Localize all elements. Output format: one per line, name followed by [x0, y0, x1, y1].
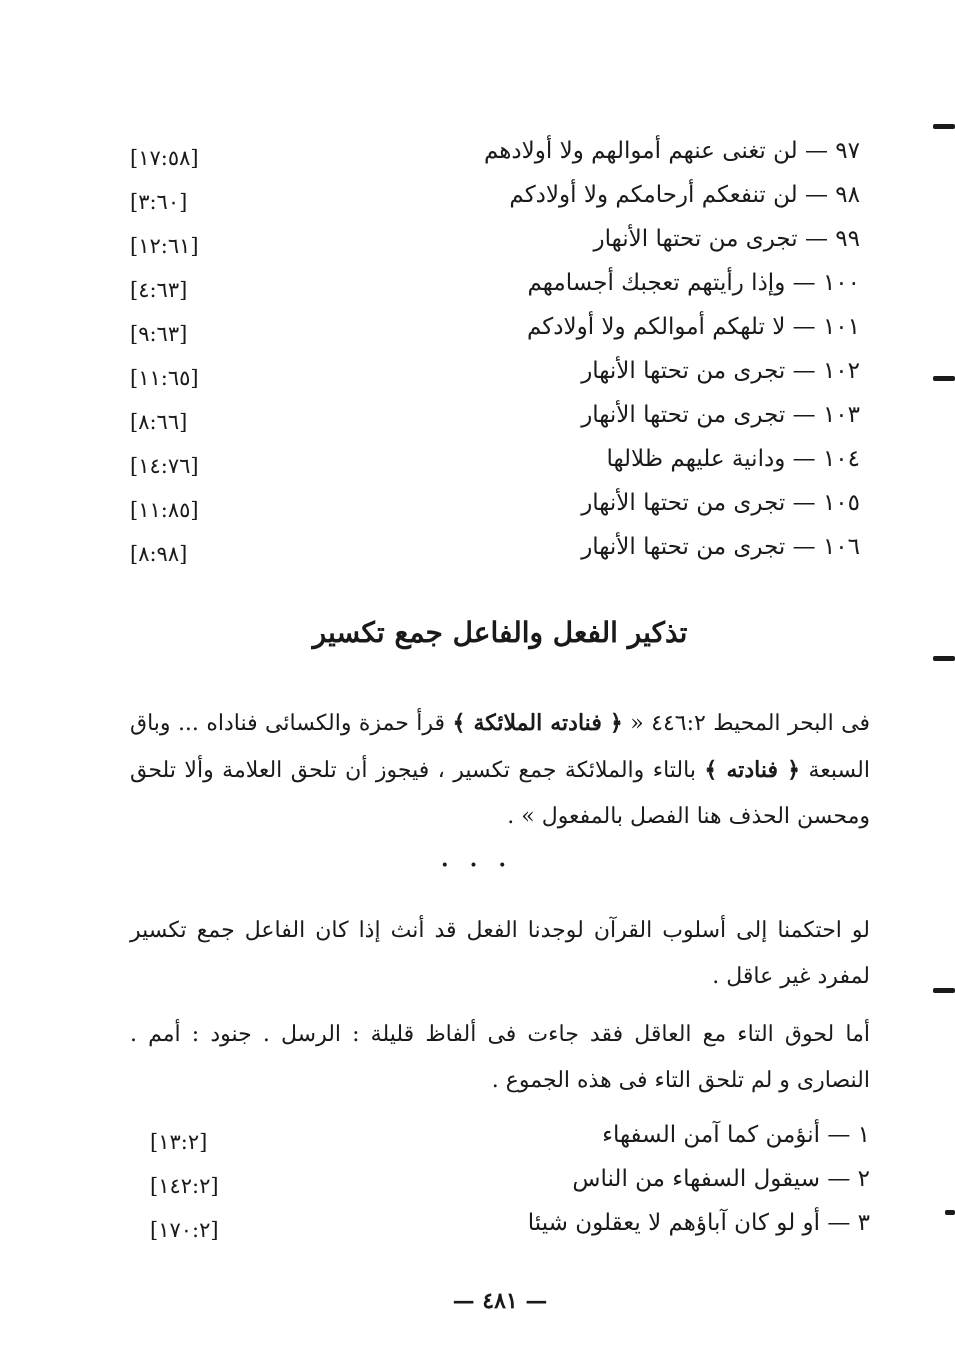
verse-reference: [٩:٦٣]: [130, 322, 188, 346]
margin-mark: [933, 656, 955, 661]
quran-quote: ﴿ فنادته الملائكة ﴾: [452, 710, 623, 736]
verse-reference: [١١:٨٥]: [130, 498, 199, 522]
verse-reference: [٤:٦٣]: [130, 278, 188, 302]
verse-text: ٣ — أو لو كان آباؤهم لا يعقلون شيئا: [527, 1210, 870, 1236]
verse-reference: [١١:٦٥]: [130, 366, 199, 390]
margin-mark: [933, 124, 955, 129]
margin-mark: [945, 1210, 955, 1215]
verse-reference: [١٢:٦١]: [130, 234, 199, 258]
paragraph-quote: [130, 700, 870, 840]
verse-text: ١٠٥ — تجرى من تحتها الأنهار: [581, 490, 860, 516]
verse-list-bottom: [140, 1122, 870, 1254]
verse-text: ٩٨ — لن تنفعكم أرحامكم ولا أولادكم: [509, 182, 860, 208]
verse-row: [120, 490, 860, 534]
verse-text: ١٠٠ — وإذا رأيتهم تعجبك أجسامهم: [527, 270, 860, 296]
verse-row: [120, 402, 860, 446]
verse-list-top: [120, 138, 860, 578]
verse-row: [140, 1122, 870, 1166]
quran-quote: ﴿ فنادته ﴾: [704, 757, 801, 783]
paragraph-2: لو احتكمنا إلى أسلوب القرآن لوجدنا الفعل قد أنث إذا كان الفاعل جمع تكسير لمفرد غير عاقل .: [130, 918, 870, 989]
verse-row: [120, 358, 860, 402]
verse-reference: [٨:٦٦]: [130, 410, 188, 434]
verse-text: ١٠٢ — تجرى من تحتها الأنهار: [581, 358, 860, 384]
verse-row: [120, 270, 860, 314]
verse-text: ١٠٤ — ودانية عليهم ظلالها: [606, 446, 860, 472]
verse-reference: [١٧:٥٨]: [130, 146, 199, 170]
verse-row: [120, 138, 860, 182]
margin-mark: [933, 988, 955, 993]
verse-text: ١٠١ — لا تلهكم أموالكم ولا أولادكم: [526, 314, 860, 340]
verse-text: ١٠٦ — تجرى من تحتها الأنهار: [581, 534, 860, 560]
verse-reference: [١٤:٧٦]: [130, 454, 199, 478]
verse-text: ١ — أنؤمن كما آمن السفهاء: [602, 1122, 870, 1148]
verse-row: [120, 446, 860, 490]
verse-reference: [١٧٠:٢]: [150, 1218, 219, 1242]
paragraph-3: أما لحوق التاء مع العاقل فقد جاءت فى ألفاظ قليلة : الرسل . جنود : أمم . النصارى و لم تلحق التاء فى هذه الجموع .: [130, 1022, 870, 1093]
verse-row: [120, 534, 860, 578]
verse-reference: [١٣:٢]: [150, 1130, 208, 1154]
verse-text: ٢ — سيقول السفهاء من الناس: [572, 1166, 870, 1192]
verse-reference: [١٤٢:٢]: [150, 1174, 219, 1198]
paragraph-text: بالتاء والملائكة جمع تكسير ، فيجوز أن تلحق العلامة وألا تلحق ومحسن الحذف هنا الفصل بالمفعول » .: [130, 758, 870, 829]
separator-stars: • • •: [440, 858, 515, 874]
verse-row: [120, 314, 860, 358]
page-number: — ٤٨١ —: [452, 1288, 548, 1314]
verse-row: [140, 1166, 870, 1210]
paragraph-text: فى البحر المحيط ٤٤٦:٢ «: [622, 711, 871, 736]
margin-mark: [933, 376, 955, 381]
verse-text: ١٠٣ — تجرى من تحتها الأنهار: [581, 402, 860, 428]
verse-row: [120, 182, 860, 226]
verse-text: ٩٧ — لن تغنى عنهم أموالهم ولا أولادهم: [483, 138, 860, 164]
section-title: تذكير الفعل والفاعل جمع تكسير: [312, 616, 688, 649]
paragraph-text: قرأ حمزة والكسائى فناداه ... وباق السبعة: [130, 711, 870, 783]
verse-reference: [٨:٩٨]: [130, 542, 188, 566]
verse-text: ٩٩ — تجرى من تحتها الأنهار: [593, 226, 860, 252]
verse-reference: [٣:٦٠]: [130, 190, 188, 214]
verse-row: [120, 226, 860, 270]
verse-row: [140, 1210, 870, 1254]
